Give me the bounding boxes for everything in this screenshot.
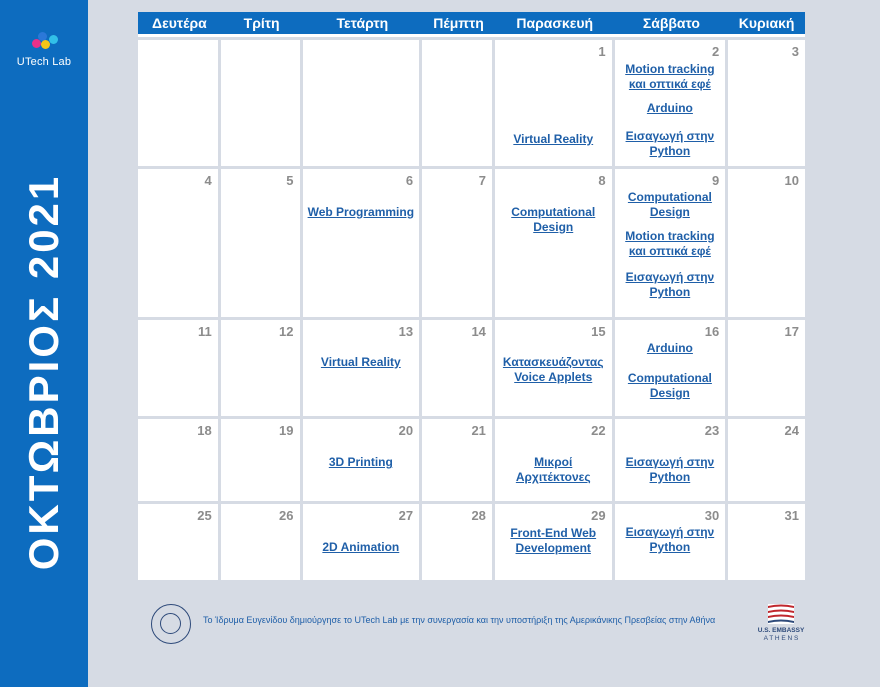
day-cell <box>615 320 726 416</box>
day-number: 24 <box>784 423 799 438</box>
day-cell <box>422 419 492 501</box>
day-number: 13 <box>398 324 414 339</box>
event-link[interactable]: 2D Animation <box>322 540 400 554</box>
calendar-week-row <box>138 40 805 166</box>
day-cell <box>615 419 726 501</box>
day-cell <box>303 320 420 416</box>
day-number: 19 <box>279 423 294 438</box>
day-number: 9 <box>711 173 720 188</box>
calendar-week-row <box>138 504 805 580</box>
day-cell <box>495 504 612 580</box>
day-number: 4 <box>204 173 212 188</box>
day-number: 7 <box>478 173 486 188</box>
day-number: 1 <box>598 44 606 59</box>
day-number: 21 <box>471 423 486 438</box>
event-link[interactable]: Computational Design <box>627 371 712 400</box>
day-number: 23 <box>704 423 720 438</box>
day-number: 3 <box>791 44 799 59</box>
day-cell <box>728 320 805 416</box>
us-embassy-logo <box>752 602 810 646</box>
day-number: 8 <box>598 173 606 188</box>
event-link[interactable]: Εισαγωγή στην Python <box>625 129 715 158</box>
day-number: 10 <box>784 173 799 188</box>
embassy-flag-icon <box>752 602 810 626</box>
day-cell <box>728 504 805 580</box>
day-cell <box>422 169 492 317</box>
event-link[interactable]: Computational Design <box>627 190 712 219</box>
day-cell <box>615 169 726 317</box>
event-link[interactable]: Arduino <box>646 101 693 115</box>
event-link[interactable]: Εισαγωγή στην Python <box>625 525 715 554</box>
day-cell <box>495 419 612 501</box>
day-number: 11 <box>198 324 212 339</box>
event-link[interactable]: Motion tracking και οπτικά εφέ <box>625 62 715 91</box>
day-name-0: Δευτέρα <box>152 15 207 31</box>
day-cell <box>303 419 420 501</box>
event-link[interactable]: Arduino <box>646 341 693 355</box>
logo-text: UTech Lab <box>16 56 72 68</box>
day-cell <box>422 504 492 580</box>
event-link[interactable]: Εισαγωγή στην Python <box>625 270 715 299</box>
day-number: 6 <box>405 173 414 188</box>
day-number: 17 <box>784 324 799 339</box>
day-cell <box>422 320 492 416</box>
event-link[interactable]: Virtual Reality <box>320 355 401 369</box>
day-cell <box>221 419 300 501</box>
day-cell <box>138 320 218 416</box>
day-name-5: Σάββατο <box>642 15 700 31</box>
day-cell <box>221 40 300 166</box>
day-name-2: Τετάρτη <box>336 15 389 31</box>
day-number: 27 <box>398 508 414 523</box>
day-cell <box>495 320 612 416</box>
day-cell <box>221 169 300 317</box>
sidebar <box>0 0 88 687</box>
day-number: 12 <box>279 324 294 339</box>
day-cell <box>728 169 805 317</box>
day-cell <box>303 169 420 317</box>
day-name-3: Πέμπτη <box>433 15 484 31</box>
footer-credit-text: Το Ίδρυμα Ευγενίδου δημιούργησε το UTech Lab με την συνεργασία και την υποστήριξη της Αμερικάνικης Πρεσβείας στην Αθήνα <box>203 615 716 625</box>
day-number: 15 <box>591 324 606 339</box>
eugenides-foundation-seal-icon <box>151 604 191 644</box>
logo-dots-icon <box>28 32 58 54</box>
day-cell <box>495 40 612 166</box>
day-number: 2 <box>711 44 720 59</box>
day-names-header <box>138 12 805 37</box>
day-name-6: Κυριακή <box>738 15 795 31</box>
calendar <box>138 12 805 580</box>
utech-lab-logo <box>12 32 76 76</box>
event-link[interactable]: Virtual Reality <box>513 132 594 146</box>
day-cell <box>138 419 218 501</box>
event-link[interactable]: Μικροί Αρχιτέκτονες <box>515 455 591 484</box>
day-number: 30 <box>704 508 720 523</box>
day-cell <box>138 169 218 317</box>
month-title: ΟΚΤΩΒΡΙΟΣ 2021 <box>20 173 67 571</box>
event-link[interactable]: Front-End Web Development <box>510 526 597 555</box>
day-cell <box>138 40 218 166</box>
day-cell <box>303 40 420 166</box>
day-number: 14 <box>471 324 486 339</box>
day-cell <box>138 504 218 580</box>
day-number: 16 <box>704 324 720 339</box>
day-cell <box>728 419 805 501</box>
event-link[interactable]: Web Programming <box>307 205 415 219</box>
day-number: 25 <box>197 508 212 523</box>
day-number: 28 <box>471 508 486 523</box>
embassy-city: A T H E N S <box>763 635 799 642</box>
day-number: 31 <box>784 508 799 523</box>
event-link[interactable]: 3D Printing <box>328 455 393 469</box>
event-link[interactable]: Computational Design <box>511 205 596 234</box>
day-number: 22 <box>591 423 606 438</box>
event-link[interactable]: Κατασκευάζοντας Voice Applets <box>502 355 604 384</box>
day-cell <box>303 504 420 580</box>
day-cell <box>221 320 300 416</box>
calendar-week-row <box>138 320 805 416</box>
calendar-week-row <box>138 419 805 501</box>
event-link[interactable]: Motion tracking και οπτικά εφέ <box>625 229 715 258</box>
embassy-name: U.S. EMBASSY <box>757 627 805 634</box>
day-cell <box>615 40 726 166</box>
day-cell <box>221 504 300 580</box>
day-number: 5 <box>286 173 294 188</box>
day-cell <box>422 40 492 166</box>
day-number: 26 <box>279 508 294 523</box>
day-number: 18 <box>197 423 212 438</box>
calendar-weeks <box>138 40 805 580</box>
day-cell <box>495 169 612 317</box>
event-link[interactable]: Εισαγωγή στην Python <box>625 455 715 484</box>
calendar-week-row <box>138 169 805 317</box>
day-cell <box>615 504 726 580</box>
day-name-4: Παρασκευή <box>516 15 594 31</box>
day-number: 29 <box>591 508 606 523</box>
day-cell <box>728 40 805 166</box>
day-number: 20 <box>398 423 414 438</box>
day-name-1: Τρίτη <box>243 15 280 31</box>
